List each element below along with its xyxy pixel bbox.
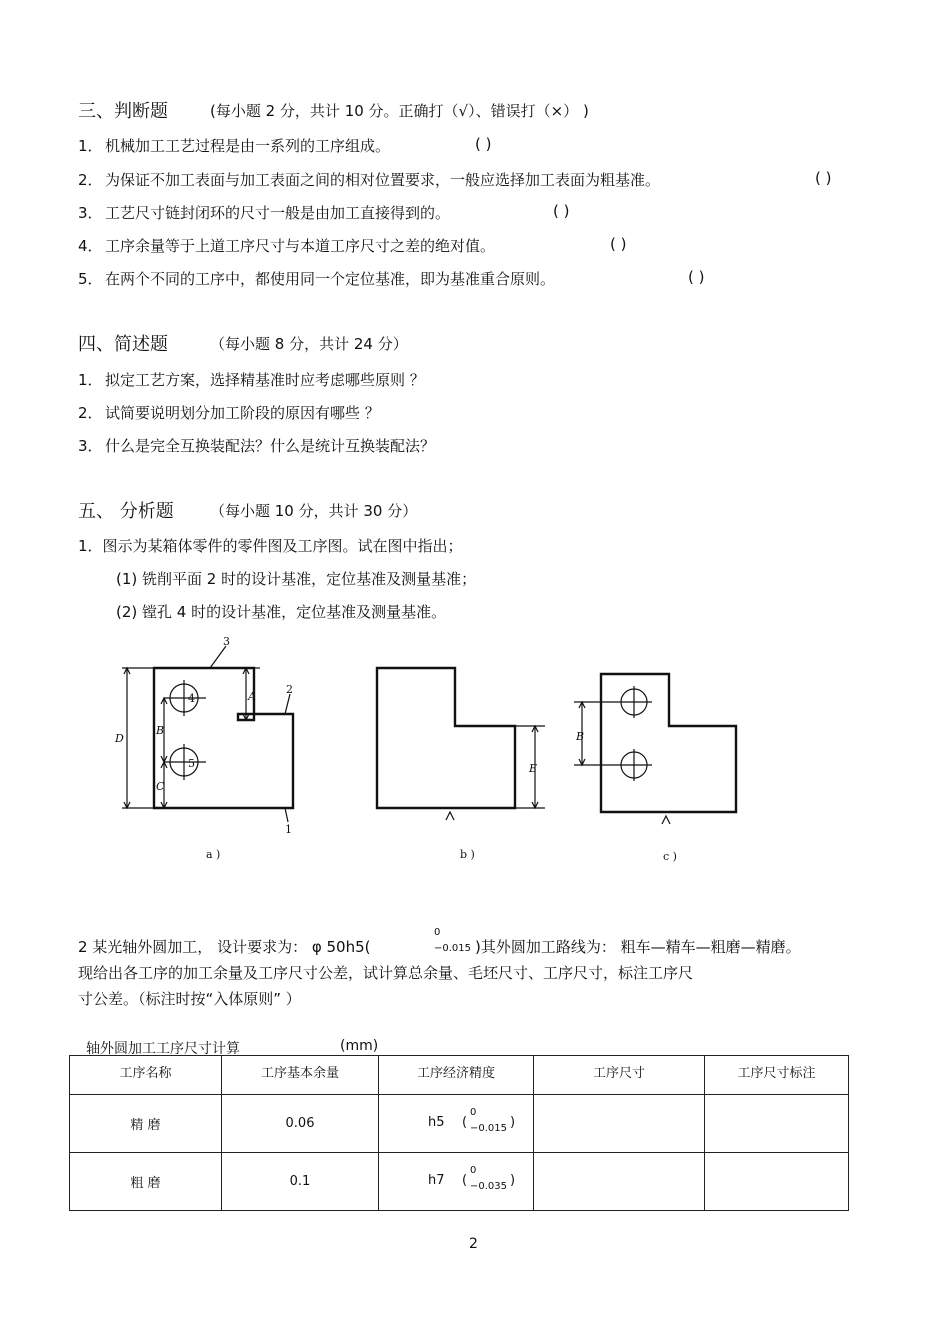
process-size-table xyxy=(69,1055,849,1211)
header-size: 工序尺寸 xyxy=(534,1056,705,1095)
s3-item-2-answer: ( ) xyxy=(815,169,832,187)
caption-a: a ) xyxy=(206,848,221,861)
s4-item-1-num: 1． xyxy=(78,371,103,389)
s3-item-5-num: 5． xyxy=(78,270,103,288)
s5-q2-line1a: 2 某光轴外圆加工， 设计要求为： φ 50h5( xyxy=(78,938,371,956)
cell-process-name: 精 磨 xyxy=(70,1095,222,1153)
label-B-c: B xyxy=(576,730,585,743)
figure-a-part-drawing xyxy=(114,635,293,861)
table-row xyxy=(70,1153,849,1211)
s5-q1-sub2: (2) 镗孔 4 时的设计基准，定位基准及测量基准。 xyxy=(116,603,447,621)
cell-accuracy: h5 ( 0 −0.015 ) xyxy=(379,1095,534,1153)
cell-allowance: 0.06 xyxy=(222,1095,379,1153)
table-row xyxy=(70,1095,849,1153)
table-caption: 轴外圆加工工序尺寸计算 xyxy=(86,1041,240,1057)
s5-q2-line3: 寸公差。（标注时按“入体原则” ） xyxy=(78,990,301,1008)
s3-item-1-num: 1． xyxy=(78,137,103,155)
header-allowance: 工序基本余量 xyxy=(222,1056,379,1095)
s4-item-3-text: 什么是完全互换装配法？什么是统计互换装配法？ xyxy=(105,437,436,455)
s3-item-5-text: 在两个不同的工序中，都使用同一个定位基准，即为基准重合原则。 xyxy=(105,270,556,288)
s3-item-4-answer: ( ) xyxy=(610,235,627,253)
label-D: D xyxy=(115,732,124,745)
label-B-a: B xyxy=(156,724,165,737)
header-process-name: 工序名称 xyxy=(70,1056,222,1095)
cell-size-mark[interactable] xyxy=(705,1095,849,1153)
s3-item-3-answer: ( ) xyxy=(553,202,570,220)
header-accuracy: 工序经济精度 xyxy=(379,1056,534,1095)
caption-c: c ) xyxy=(663,850,677,863)
s3-item-4-text: 工序余量等于上道工序尺寸与本道工序尺寸之差的绝对值。 xyxy=(105,237,496,255)
figure-b-process-drawing xyxy=(377,668,545,861)
section4-title: 四、简述题 xyxy=(78,334,168,355)
s5-q1-sub1: (1) 铣削平面 2 时的设计基准，定位基准及测量基准； xyxy=(116,570,477,588)
s5-q2-line1b: )其外圆加工路线为： 粗车—精车—粗磨—精磨。 xyxy=(475,938,801,956)
section5-title: 五、 分析题 xyxy=(78,501,174,522)
s3-item-5-answer: ( ) xyxy=(688,268,705,286)
grade: h7 xyxy=(428,1172,445,1188)
table-header-row xyxy=(70,1056,849,1095)
label-C: C xyxy=(156,780,165,793)
label-2: 2 xyxy=(286,683,293,696)
section3-note: (每小题 2 分，共计 10 分。正确打（√）、错误打（×） ) xyxy=(210,102,589,120)
header-size-mark: 工序尺寸标注 xyxy=(705,1056,849,1095)
label-4: 4 xyxy=(188,692,195,705)
page-number: 2 xyxy=(469,1236,478,1252)
s4-item-2-text: 试简要说明划分加工阶段的原因有哪些 ？ xyxy=(105,404,380,422)
tol-upper: 0 xyxy=(470,1164,477,1176)
label-3: 3 xyxy=(223,635,230,648)
figure-c-process-drawing xyxy=(574,674,736,863)
tol-upper: 0 xyxy=(470,1106,477,1118)
cell-accuracy: h7 ( 0 −0.035 ) xyxy=(379,1153,534,1211)
figure-b-outline xyxy=(377,668,515,808)
cell-size[interactable] xyxy=(534,1095,705,1153)
label-A: A xyxy=(248,690,256,703)
figure-a-outline xyxy=(154,668,293,808)
section3-title: 三、判断题 xyxy=(78,101,168,122)
s3-item-1-text: 机械加工工艺过程是由一系列的工序组成。 xyxy=(105,137,391,155)
s3-item-4-num: 4． xyxy=(78,237,103,255)
s5-q2-tol-upper: 0 xyxy=(434,927,441,938)
box-part-figure xyxy=(110,630,750,875)
s4-item-3-num: 3． xyxy=(78,437,103,455)
caption-b: b ) xyxy=(460,848,475,861)
grade: h5 xyxy=(428,1114,445,1130)
s3-item-3-num: 3． xyxy=(78,204,103,222)
s3-item-2-text: 为保证不加工表面与加工表面之间的相对位置要求，一般应选择加工表面为粗基准。 xyxy=(105,171,661,189)
section5-note: （每小题 10 分，共计 30 分） xyxy=(210,502,418,520)
s4-item-2-num: 2． xyxy=(78,404,103,422)
s3-item-3-text: 工艺尺寸链封闭环的尺寸一般是由加工直接得到的。 xyxy=(105,204,451,222)
figure-c-outline xyxy=(601,674,736,812)
section4-note: （每小题 8 分，共计 24 分） xyxy=(210,335,408,353)
s5-q2-tol-lower: −0.015 xyxy=(434,943,472,954)
cell-size[interactable] xyxy=(534,1153,705,1211)
s3-item-2-num: 2． xyxy=(78,171,103,189)
table-unit: (mm) xyxy=(340,1038,379,1054)
s4-item-1-text: 拟定工艺方案，选择精基准时应考虑哪些原则 ？ xyxy=(105,371,425,389)
cell-size-mark[interactable] xyxy=(705,1153,849,1211)
label-1: 1 xyxy=(285,823,292,836)
s3-item-1-answer: ( ) xyxy=(475,135,492,153)
label-5: 5 xyxy=(188,757,195,770)
cell-process-name: 粗 磨 xyxy=(70,1153,222,1211)
tol-lower: −0.035 xyxy=(470,1180,508,1192)
cell-allowance: 0.1 xyxy=(222,1153,379,1211)
label-E: E xyxy=(529,762,538,775)
s5-q1-stem: 1．图示为某箱体零件的零件图及工序图。试在图中指出； xyxy=(78,537,463,555)
s5-q2-line2: 现给出各工序的加工余量及工序尺寸公差，试计算总余量、毛坯尺寸、工序尺寸，标注工序尺 xyxy=(78,964,694,982)
tol-lower: −0.015 xyxy=(470,1122,508,1134)
